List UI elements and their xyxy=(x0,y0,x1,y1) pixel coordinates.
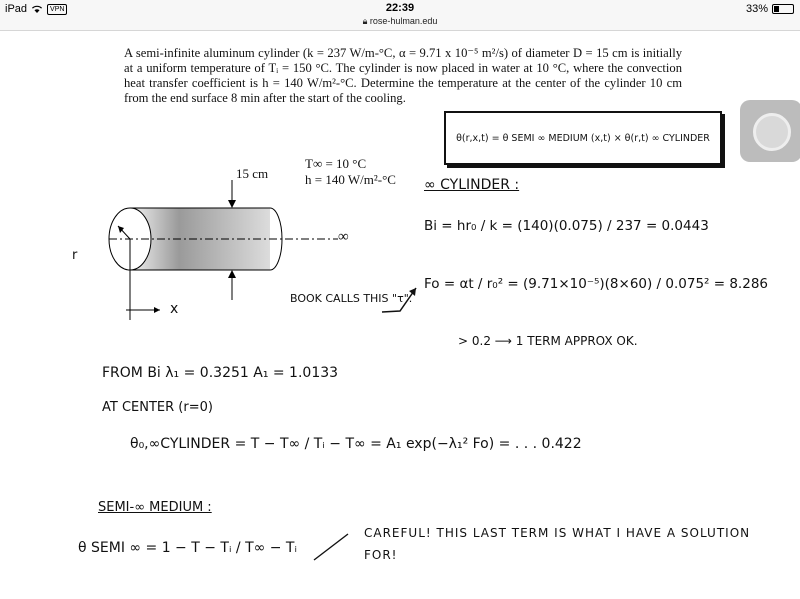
infinity-label: ∞ xyxy=(338,229,349,245)
assistive-touch-icon xyxy=(753,113,791,151)
term-approx-note: > 0.2 ⟶ 1 TERM APPROX OK. xyxy=(458,334,638,348)
fourier-number-line: Fo = αt / r₀² = (9.71×10⁻⁵)(8×60) / 0.075² = 8.286 xyxy=(424,276,768,292)
vpn-badge: VPN xyxy=(47,4,67,15)
r-label: r xyxy=(72,248,78,263)
cylinder-heading: ∞ CYLINDER : xyxy=(424,177,520,193)
at-center-label: AT CENTER (r=0) xyxy=(102,400,213,415)
theta-cylinder-line: θ₀,∞CYLINDER = T − T∞ / Tᵢ − T∞ = A₁ exp(−λ₁² Fo) = . . . 0.422 xyxy=(130,436,582,452)
problem-statement: A semi-infinite aluminum cylinder (k = 237 W/m-°C, α = 9.71 x 10⁻⁵ m²/s) of diameter D = 15 cm is initially at a uniform temperature of Tᵢ = 150 °C. The cylinder is now placed in water at 10 °C, where the convection heat transfer coefficient is h = 140 W/m²-°C. Determine the temperature at the center of the cylinder 10 cm from the end surface 8 min after the start of the cooling. xyxy=(124,46,682,105)
careful-note: CAREFUL! THIS LAST TERM IS WHAT I HAVE A SOLUTION FOR! xyxy=(364,526,751,562)
h-label: h = 140 W/m²-°C xyxy=(305,172,396,187)
careful-connector xyxy=(312,530,352,562)
battery-icon xyxy=(772,4,794,14)
boxed-equation xyxy=(444,111,722,165)
lock-icon: 🔒︎ xyxy=(362,16,368,26)
url-text: rose-hulman.edu xyxy=(369,16,438,26)
status-bar xyxy=(0,0,800,31)
arrow-to-fo xyxy=(380,284,422,316)
biot-number-line: Bi = hr₀ / k = (140)(0.075) / 237 = 0.0443 xyxy=(424,218,709,234)
boxed-equation-text: θ(r,x,t) = θ SEMI ∞ MEDIUM (x,t) × θ(r,t) ∞ CYLINDER xyxy=(456,132,710,144)
t-inf-label: T∞ = 10 °C xyxy=(305,156,367,171)
battery-percent: 33% xyxy=(745,3,768,15)
x-label: x xyxy=(170,301,179,317)
theta-semi-line: θ SEMI ∞ = 1 − T − Tᵢ / T∞ − Tᵢ xyxy=(78,540,297,556)
from-bi-line: FROM Bi λ₁ = 0.3251 A₁ = 1.0133 xyxy=(102,365,339,381)
address-bar[interactable] xyxy=(0,16,800,27)
semi-medium-heading: SEMI-∞ MEDIUM : xyxy=(98,500,212,515)
book-calls-note: BOOK CALLS THIS "τ". xyxy=(290,292,413,305)
dimension-label: 15 cm xyxy=(236,166,269,181)
assistive-touch-button[interactable] xyxy=(740,100,800,162)
device-name: iPad xyxy=(5,3,28,15)
clock: 22:39 xyxy=(385,2,415,14)
